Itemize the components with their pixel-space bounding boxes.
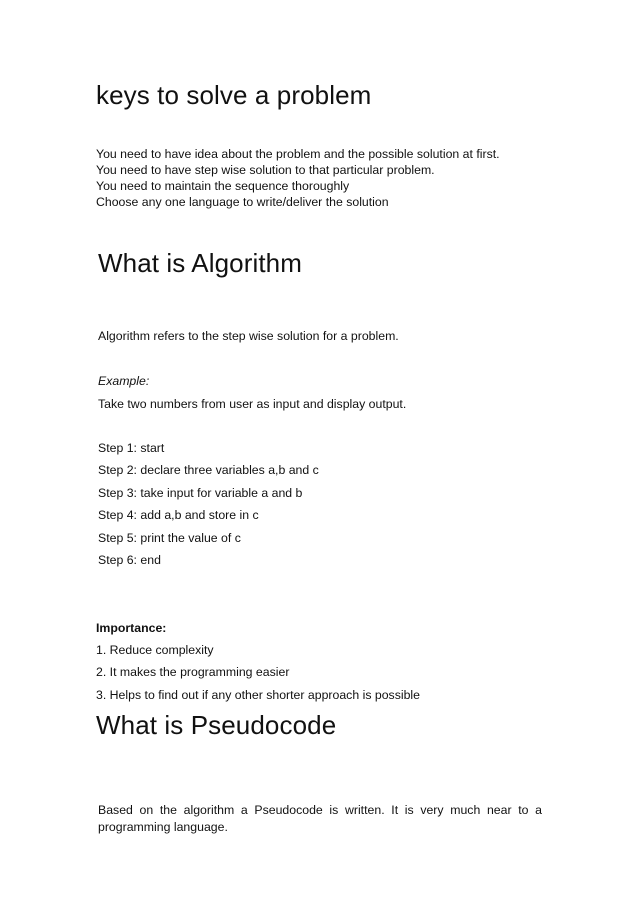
importance-item-1: 1. Reduce complexity — [96, 643, 214, 657]
keys-line-1: You need to have idea about the problem and the possible solution at first. — [96, 147, 500, 161]
pseudocode-paragraph: Based on the algorithm a Pseudocode is written. It is very much near to a programming language. — [98, 803, 542, 835]
step-4: Step 4: add a,b and store in c — [98, 508, 259, 522]
step-1: Step 1: start — [98, 441, 165, 455]
algorithm-definition: Algorithm refers to the step wise solution for a problem. — [98, 329, 399, 343]
example-label: Example: — [98, 374, 150, 388]
keys-heading: keys to solve a problem — [96, 80, 372, 110]
importance-label: Importance: — [96, 621, 167, 635]
example-text: Take two numbers from user as input and display output. — [98, 397, 407, 411]
keys-line-2: You need to have step wise solution to that particular problem. — [96, 163, 435, 177]
importance-item-2: 2. It makes the programming easier — [96, 665, 290, 679]
importance-item-3: 3. Helps to find out if any other shorter approach is possible — [96, 688, 421, 702]
step-3: Step 3: take input for variable a and b — [98, 486, 303, 500]
algorithm-heading: What is Algorithm — [98, 248, 302, 278]
step-6: Step 6: end — [98, 553, 161, 567]
keys-line-3: You need to maintain the sequence thoroughly — [96, 179, 350, 193]
step-5: Step 5: print the value of c — [98, 531, 241, 545]
pseudocode-heading: What is Pseudocode — [96, 710, 337, 740]
step-2: Step 2: declare three variables a,b and c — [98, 463, 319, 477]
keys-line-4: Choose any one language to write/deliver the solution — [96, 195, 389, 209]
